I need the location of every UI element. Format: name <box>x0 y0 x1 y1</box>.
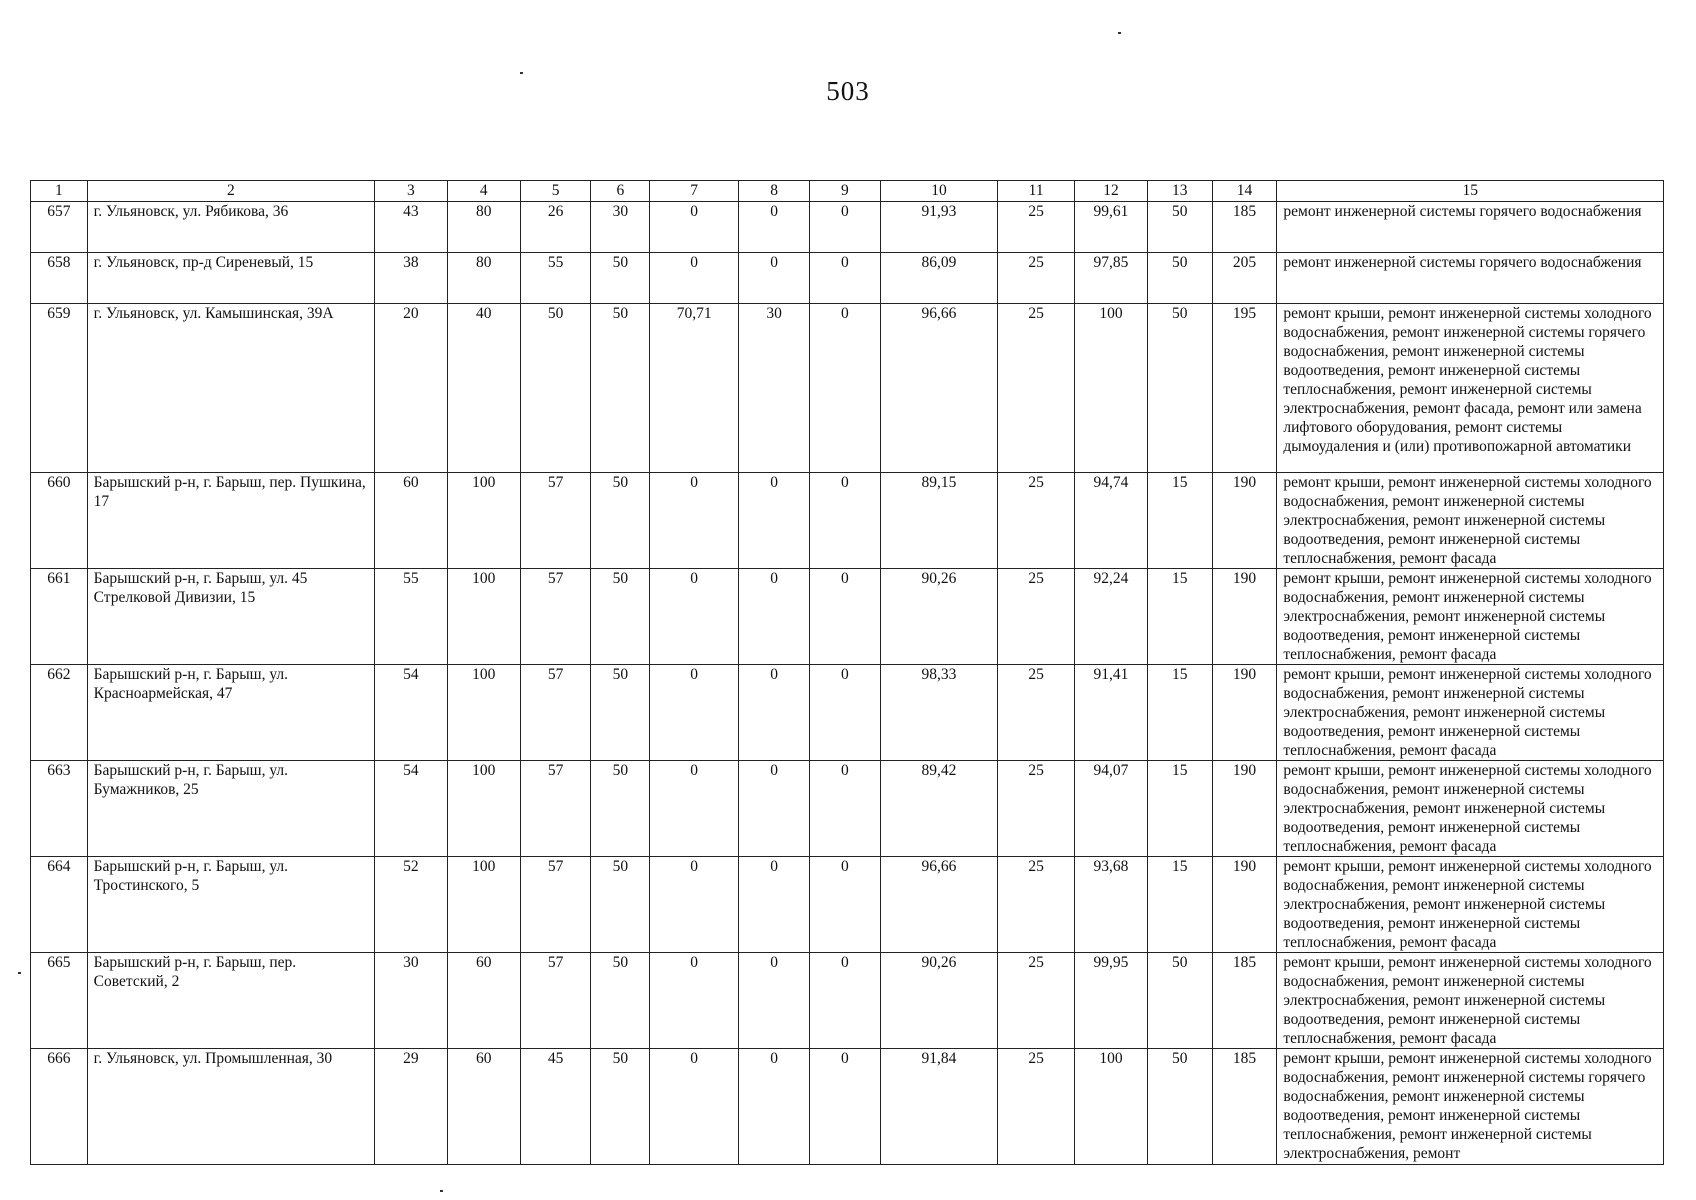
cell-c7: 0 <box>650 569 739 665</box>
cell-c5: 57 <box>520 569 591 665</box>
cell-c10: 89,42 <box>880 761 997 857</box>
table-row <box>31 857 1664 953</box>
cell-c7: 0 <box>650 953 739 1049</box>
cell-c11: 25 <box>998 304 1075 473</box>
cell-c4: 100 <box>447 665 520 761</box>
cell-c13: 15 <box>1147 473 1212 569</box>
cell-c13: 15 <box>1147 857 1212 953</box>
address-cell: Барышский р-н, г. Барыш, пер. Пушкина, 17 <box>87 473 374 569</box>
header-cell: 13 <box>1147 181 1212 202</box>
table-row <box>31 304 1664 473</box>
row-number: 665 <box>31 953 88 1049</box>
cell-c11: 25 <box>998 665 1075 761</box>
works-cell: ремонт крыши, ремонт инженерной системы холодного водоснабжения, ремонт инженерной системы электроснабжения, ремонт инженерной системы водоотведения, ремонт инженерной системы теплоснабжения, ремонт фасада <box>1277 857 1664 953</box>
cell-c11: 25 <box>998 569 1075 665</box>
cell-c5: 57 <box>520 473 591 569</box>
cell-c10: 90,26 <box>880 569 997 665</box>
cell-c9: 0 <box>810 253 881 304</box>
works-cell: ремонт инженерной системы горячего водоснабжения <box>1277 202 1664 253</box>
cell-c7: 0 <box>650 1049 739 1165</box>
cell-c9: 0 <box>810 473 881 569</box>
cell-c3: 29 <box>374 1049 447 1165</box>
address-cell: Барышский р-н, г. Барыш, пер. Советский, 2 <box>87 953 374 1049</box>
cell-c8: 0 <box>739 569 810 665</box>
cell-c9: 0 <box>810 857 881 953</box>
table-row <box>31 665 1664 761</box>
header-cell: 4 <box>447 181 520 202</box>
row-number: 660 <box>31 473 88 569</box>
cell-c12: 100 <box>1075 304 1148 473</box>
cell-c13: 50 <box>1147 953 1212 1049</box>
address-cell: г. Ульяновск, пр-д Сиреневый, 15 <box>87 253 374 304</box>
header-cell: 5 <box>520 181 591 202</box>
cell-c13: 15 <box>1147 761 1212 857</box>
cell-c8: 0 <box>739 665 810 761</box>
cell-c4: 100 <box>447 569 520 665</box>
row-number: 666 <box>31 1049 88 1165</box>
cell-c3: 54 <box>374 761 447 857</box>
cell-c6: 50 <box>591 761 650 857</box>
cell-c5: 57 <box>520 761 591 857</box>
cell-c5: 45 <box>520 1049 591 1165</box>
cell-c4: 80 <box>447 202 520 253</box>
cell-c10: 90,26 <box>880 953 997 1049</box>
cell-c3: 60 <box>374 473 447 569</box>
cell-c8: 0 <box>739 761 810 857</box>
cell-c13: 15 <box>1147 569 1212 665</box>
cell-c4: 100 <box>447 857 520 953</box>
cell-c6: 50 <box>591 953 650 1049</box>
cell-c9: 0 <box>810 665 881 761</box>
cell-c6: 50 <box>591 304 650 473</box>
works-cell: ремонт инженерной системы горячего водоснабжения <box>1277 253 1664 304</box>
cell-c7: 0 <box>650 473 739 569</box>
address-cell: г. Ульяновск, ул. Рябикова, 36 <box>87 202 374 253</box>
cell-c12: 99,95 <box>1075 953 1148 1049</box>
row-number: 658 <box>31 253 88 304</box>
cell-c13: 50 <box>1147 202 1212 253</box>
cell-c6: 50 <box>591 569 650 665</box>
header-cell: 2 <box>87 181 374 202</box>
cell-c7: 0 <box>650 202 739 253</box>
header-cell: 3 <box>374 181 447 202</box>
cell-c8: 0 <box>739 253 810 304</box>
scan-speck <box>1118 32 1121 34</box>
cell-c12: 92,24 <box>1075 569 1148 665</box>
cell-c4: 60 <box>447 953 520 1049</box>
cell-c10: 86,09 <box>880 253 997 304</box>
cell-c3: 55 <box>374 569 447 665</box>
cell-c9: 0 <box>810 304 881 473</box>
cell-c11: 25 <box>998 761 1075 857</box>
cell-c13: 50 <box>1147 304 1212 473</box>
cell-c14: 205 <box>1212 253 1277 304</box>
cell-c10: 96,66 <box>880 304 997 473</box>
cell-c4: 100 <box>447 473 520 569</box>
cell-c3: 54 <box>374 665 447 761</box>
cell-c6: 50 <box>591 857 650 953</box>
header-cell: 14 <box>1212 181 1277 202</box>
cell-c7: 0 <box>650 253 739 304</box>
cell-c14: 190 <box>1212 569 1277 665</box>
cell-c14: 185 <box>1212 1049 1277 1165</box>
cell-c13: 15 <box>1147 665 1212 761</box>
table-row <box>31 761 1664 857</box>
cell-c8: 0 <box>739 202 810 253</box>
cell-c9: 0 <box>810 202 881 253</box>
header-cell: 8 <box>739 181 810 202</box>
cell-c11: 25 <box>998 253 1075 304</box>
cell-c14: 190 <box>1212 665 1277 761</box>
cell-c4: 40 <box>447 304 520 473</box>
cell-c14: 190 <box>1212 473 1277 569</box>
works-cell: ремонт крыши, ремонт инженерной системы холодного водоснабжения, ремонт инженерной системы электроснабжения, ремонт инженерной системы водоотведения, ремонт инженерной системы теплоснабжения, ремонт фасада <box>1277 665 1664 761</box>
works-cell: ремонт крыши, ремонт инженерной системы холодного водоснабжения, ремонт инженерной системы электроснабжения, ремонт инженерной системы водоотведения, ремонт инженерной системы теплоснабжения, ремонт фасада <box>1277 953 1664 1049</box>
cell-c12: 93,68 <box>1075 857 1148 953</box>
cell-c11: 25 <box>998 1049 1075 1165</box>
cell-c11: 25 <box>998 473 1075 569</box>
cell-c12: 100 <box>1075 1049 1148 1165</box>
cell-c11: 25 <box>998 857 1075 953</box>
cell-c5: 57 <box>520 953 591 1049</box>
cell-c14: 185 <box>1212 953 1277 1049</box>
cell-c13: 50 <box>1147 1049 1212 1165</box>
row-number: 664 <box>31 857 88 953</box>
scan-speck <box>440 1190 443 1192</box>
cell-c7: 0 <box>650 761 739 857</box>
works-cell: ремонт крыши, ремонт инженерной системы холодного водоснабжения, ремонт инженерной системы горячего водоснабжения, ремонт инженерной системы водоотведения, ремонт инженерной системы теплоснабжения, ремонт инженерной системы электроснабжения, ремонт фасада, ремонт или замена лифтового оборудования, ремонт системы дымоудаления и (или) противопожарной автоматики <box>1277 304 1664 473</box>
cell-c6: 50 <box>591 665 650 761</box>
cell-c10: 96,66 <box>880 857 997 953</box>
header-cell: 12 <box>1075 181 1148 202</box>
cell-c4: 80 <box>447 253 520 304</box>
header-cell: 6 <box>591 181 650 202</box>
cell-c9: 0 <box>810 1049 881 1165</box>
cell-c4: 100 <box>447 761 520 857</box>
cell-c14: 185 <box>1212 202 1277 253</box>
cell-c5: 57 <box>520 665 591 761</box>
header-row <box>31 181 1664 202</box>
row-number: 657 <box>31 202 88 253</box>
page-number: 503 <box>826 76 870 106</box>
works-cell: ремонт крыши, ремонт инженерной системы холодного водоснабжения, ремонт инженерной системы электроснабжения, ремонт инженерной системы водоотведения, ремонт инженерной системы теплоснабжения, ремонт фасада <box>1277 473 1664 569</box>
header-cell: 7 <box>650 181 739 202</box>
row-number: 662 <box>31 665 88 761</box>
works-cell: ремонт крыши, ремонт инженерной системы холодного водоснабжения, ремонт инженерной системы электроснабжения, ремонт инженерной системы водоотведения, ремонт инженерной системы теплоснабжения, ремонт фасада <box>1277 761 1664 857</box>
cell-c5: 26 <box>520 202 591 253</box>
cell-c6: 50 <box>591 253 650 304</box>
cell-c14: 190 <box>1212 857 1277 953</box>
cell-c13: 50 <box>1147 253 1212 304</box>
cell-c5: 57 <box>520 857 591 953</box>
table-row <box>31 953 1664 1049</box>
address-cell: г. Ульяновск, ул. Камышинская, 39А <box>87 304 374 473</box>
cell-c11: 25 <box>998 202 1075 253</box>
cell-c12: 94,07 <box>1075 761 1148 857</box>
cell-c3: 30 <box>374 953 447 1049</box>
address-cell: г. Ульяновск, ул. Промышленная, 30 <box>87 1049 374 1165</box>
cell-c8: 0 <box>739 953 810 1049</box>
cell-c3: 38 <box>374 253 447 304</box>
works-cell: ремонт крыши, ремонт инженерной системы холодного водоснабжения, ремонт инженерной системы электроснабжения, ремонт инженерной системы водоотведения, ремонт инженерной системы теплоснабжения, ремонт фасада <box>1277 569 1664 665</box>
address-cell: Барышский р-н, г. Барыш, ул. Бумажников, 25 <box>87 761 374 857</box>
header-cell: 11 <box>998 181 1075 202</box>
cell-c9: 0 <box>810 761 881 857</box>
table-row <box>31 473 1664 569</box>
cell-c8: 0 <box>739 1049 810 1165</box>
header-cell: 1 <box>31 181 88 202</box>
cell-c3: 20 <box>374 304 447 473</box>
cell-c12: 94,74 <box>1075 473 1148 569</box>
header-cell: 9 <box>810 181 881 202</box>
cell-c7: 70,71 <box>650 304 739 473</box>
cell-c8: 0 <box>739 857 810 953</box>
cell-c10: 91,93 <box>880 202 997 253</box>
scan-speck <box>520 72 523 74</box>
table-row <box>31 253 1664 304</box>
register-table <box>30 180 1664 1165</box>
cell-c3: 52 <box>374 857 447 953</box>
table-row <box>31 569 1664 665</box>
header-cell: 10 <box>880 181 997 202</box>
cell-c10: 89,15 <box>880 473 997 569</box>
address-cell: Барышский р-н, г. Барыш, ул. Красноармейская, 47 <box>87 665 374 761</box>
header-cell: 15 <box>1277 181 1664 202</box>
cell-c5: 50 <box>520 304 591 473</box>
cell-c11: 25 <box>998 953 1075 1049</box>
cell-c9: 0 <box>810 953 881 1049</box>
cell-c12: 99,61 <box>1075 202 1148 253</box>
cell-c10: 98,33 <box>880 665 997 761</box>
cell-c10: 91,84 <box>880 1049 997 1165</box>
cell-c8: 0 <box>739 473 810 569</box>
cell-c4: 60 <box>447 1049 520 1165</box>
scan-speck <box>18 972 21 974</box>
cell-c6: 50 <box>591 473 650 569</box>
table-row <box>31 202 1664 253</box>
cell-c7: 0 <box>650 857 739 953</box>
address-cell: Барышский р-н, г. Барыш, ул. 45 Стрелковой Дивизии, 15 <box>87 569 374 665</box>
cell-c12: 91,41 <box>1075 665 1148 761</box>
cell-c6: 50 <box>591 1049 650 1165</box>
table-row <box>31 1049 1664 1165</box>
cell-c7: 0 <box>650 665 739 761</box>
row-number: 661 <box>31 569 88 665</box>
cell-c14: 190 <box>1212 761 1277 857</box>
address-cell: Барышский р-н, г. Барыш, ул. Тростинского, 5 <box>87 857 374 953</box>
cell-c8: 30 <box>739 304 810 473</box>
cell-c9: 0 <box>810 569 881 665</box>
works-cell: ремонт крыши, ремонт инженерной системы холодного водоснабжения, ремонт инженерной системы горячего водоснабжения, ремонт инженерной системы водоотведения, ремонт инженерной системы теплоснабжения, ремонт инженерной системы электроснабжения, ремонт <box>1277 1049 1664 1165</box>
cell-c14: 195 <box>1212 304 1277 473</box>
cell-c3: 43 <box>374 202 447 253</box>
cell-c5: 55 <box>520 253 591 304</box>
cell-c12: 97,85 <box>1075 253 1148 304</box>
row-number: 659 <box>31 304 88 473</box>
row-number: 663 <box>31 761 88 857</box>
cell-c6: 30 <box>591 202 650 253</box>
